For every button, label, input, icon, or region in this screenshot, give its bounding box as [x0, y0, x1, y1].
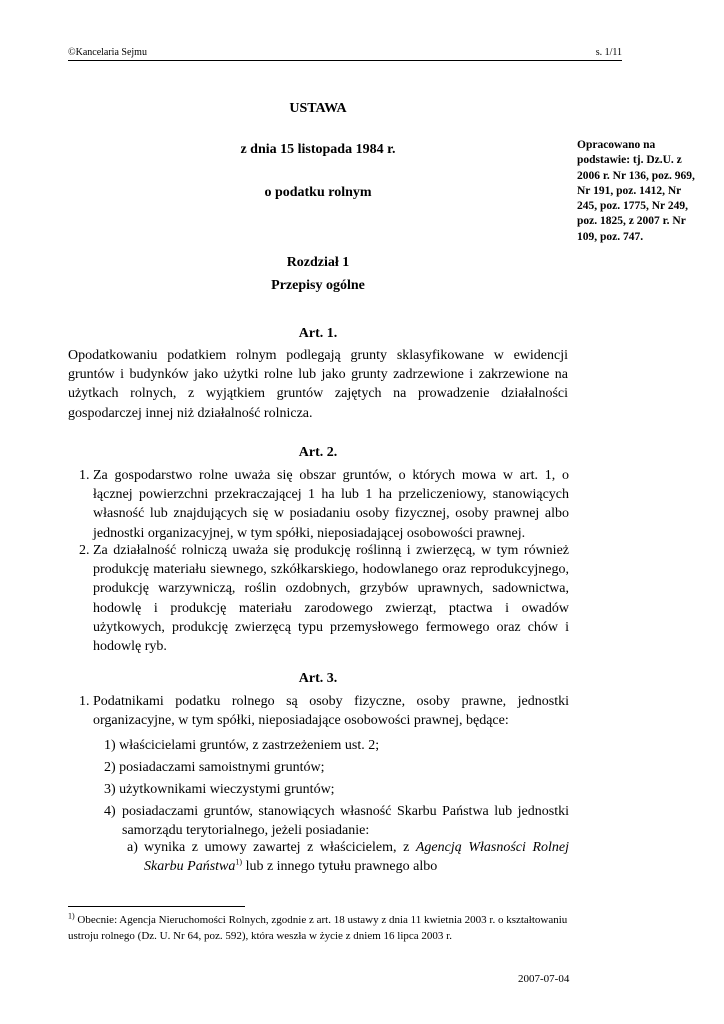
art1-heading: Art. 1.	[298, 326, 338, 341]
footnote-ref: 1)	[235, 857, 243, 867]
item-text: Za działalność rolniczą uważa się produkcję roślinną i zwierzęcą, w tym również produkcję materiału siewnego, szkółkarskiego, hodowlanego oraz reprodukcyjnego, produkcję warzywniczą, roślin ozdobnych, grzybów uprawnych, sadownictwa, hodowlę i produkcję materiału zarodowego zwierząt, ptactwa i owadów użytkowych, produkcję zwierzęcą typu przemysłowego fermowego oraz chów i hodowlę ryb.	[93, 543, 569, 655]
item-text: Podatnikami podatku rolnego są osoby fizyczne, osoby prawne, jednostki organizacyjne, w tym spółki, nieposiadające osobowości prawnej, będące:	[93, 694, 569, 729]
agency-name: Agencją Własności Rolnej Skarbu Państwa	[144, 840, 569, 875]
art1-text: Opodatkowaniu podatkiem rolnym podlegają grunty sklasyfikowane w ewidencji gruntów i budynków jako użytki rolne lub jako grunty zadrzewione i zakrzewione na użytkach rolnych, z wyjątkiem gruntów zajętych na prowadzenie działalności gospodarczej innej niż działalność rolnicza.	[68, 348, 568, 421]
art3-point-2: 2) posiadaczami samoistnymi gruntów;	[104, 760, 325, 775]
item-number: 1.	[79, 694, 90, 709]
header-page-number: s. 1/11	[595, 47, 622, 58]
document-date: z dnia 15 listopada 1984 r.	[240, 142, 396, 157]
document-title: USTAWA	[289, 101, 347, 116]
point-number: 4)	[104, 804, 116, 819]
document-subject: o podatku rolnym	[264, 185, 372, 200]
page-header	[68, 47, 622, 61]
footnote-marker: 1)	[68, 911, 75, 921]
subpoint-number: a)	[127, 840, 138, 855]
item-number: 1.	[79, 468, 90, 483]
point-text: posiadaczami gruntów, stanowiących własność Skarbu Państwa lub jednostki samorządu terytorialnego, jeżeli posiadanie:	[122, 804, 569, 839]
art3-point-3: 3) użytkownikami wieczystymi gruntów;	[104, 782, 335, 797]
subpoint-text: wynika z umowy zawartej z właścicielem, z Agencją Własności Rolnej Skarbu Państwa$^{1)}$ lub z innego tytułu prawnego albo	[144, 840, 569, 875]
page-date: 2007-07-04	[518, 973, 570, 985]
item-text: Za gospodarstwo rolne uważa się obszar gruntów, o których mowa w art. 1, o łącznej powierzchni przekraczającej 1 ha lub 1 ha przeliczeniowy, stanowiących własność lub znajdujących się w posiadaniu osoby fizycznej, osoby prawnej albo jednostki organizacyjnej, w tym spółki, nieposiadającej osobowości prawnej.	[93, 468, 569, 541]
footnote	[68, 912, 572, 944]
footnote-text: Obecnie: Agencja Nieruchomości Rolnych, zgodnie z art. 18 ustawy z dnia 11 kwietnia 2003 r. o kształtowaniu ustroju rolnego (Dz. U. Nr 64, poz. 592), która weszła w życie z dniem 16 lipca 2003 r.	[68, 914, 568, 942]
chapter-title: Przepisy ogólne	[271, 278, 365, 293]
item-number: 2.	[79, 543, 90, 558]
chapter-number: Rozdział 1	[286, 255, 350, 270]
header-source: ©Kancelaria Sejmu	[68, 47, 147, 58]
art3-point-1: 1) właścicielami gruntów, z zastrzeżeniem ust. 2;	[104, 738, 380, 753]
art3-heading: Art. 3.	[298, 671, 338, 686]
footnote-separator	[68, 906, 245, 907]
art2-heading: Art. 2.	[298, 445, 338, 460]
side-note: Opracowano na podstawie: tj. Dz.U. z 2006 r. Nr 136, poz. 969, Nr 191, poz. 1412, Nr 245, poz. 1775, Nr 249, poz. 1825, z 2007 r. Nr 109, poz. 747.	[577, 139, 695, 243]
